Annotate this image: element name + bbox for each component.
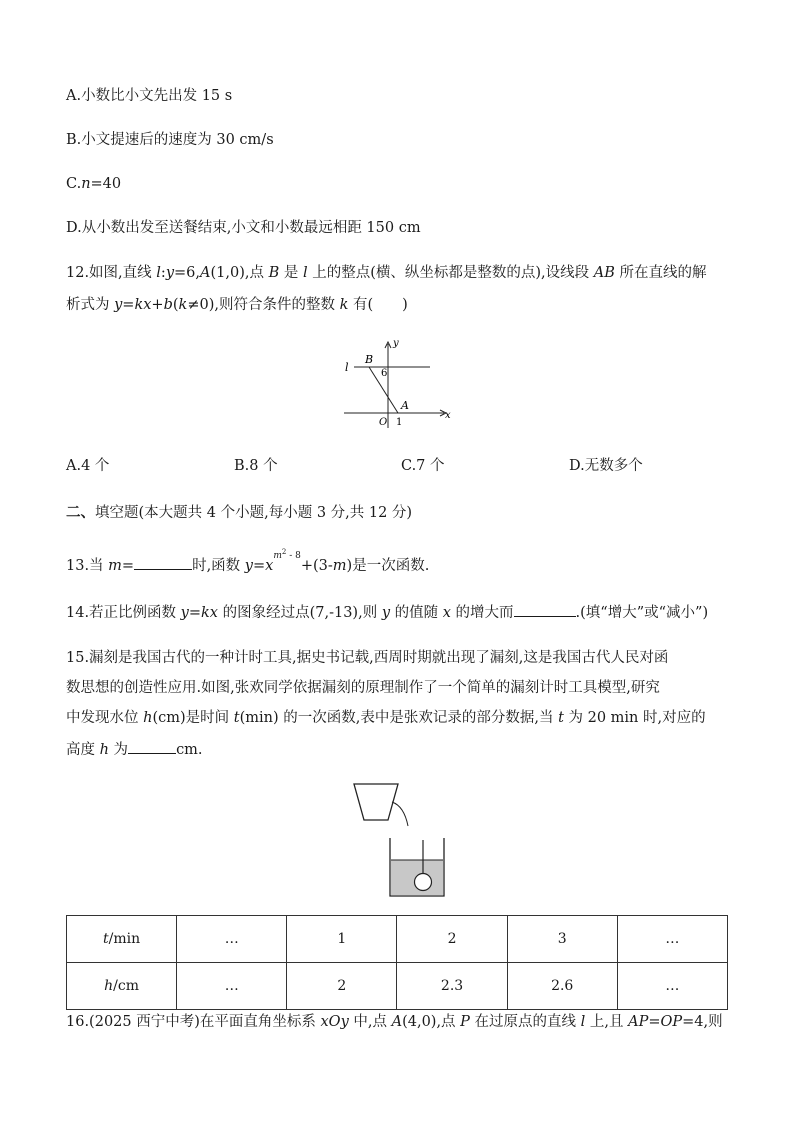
table-cell: … (177, 916, 287, 963)
q12-option-a: A.4 个 (66, 458, 110, 474)
q15-stem-line3: 中发现水位 h(cm)是时间 t(min) 的一次函数,表中是张欢记录的部分数据,当 t 为 20 min 时,对应的 (66, 710, 706, 726)
q11-option-d: D.从小数出发至送餐结束,小文和小数最远相距 150 cm (66, 220, 421, 236)
table-row (67, 963, 728, 1010)
q15-stem-line4: 高度 h 为 cm. (66, 739, 203, 760)
q14-stem: 14.若正比例函数 y=kx 的图象经过点(7,-13),则 y 的值随 x 的增大而 .(填“增大”或“减小”) (66, 602, 708, 623)
q12-figure (338, 336, 456, 430)
upper-vessel (354, 784, 398, 820)
table-cell: 2.6 (507, 963, 617, 1010)
table-cell: … (617, 916, 727, 963)
q15-answer-blank[interactable] (128, 739, 176, 754)
q15-data-table (66, 915, 728, 1010)
q16-stem: 16.(2025 西宁中考)在平面直角坐标系 xOy 中,点 A(4,0),点 P 在过原点的直线 l 上,且 AP=OP=4,则 (66, 1014, 723, 1030)
table-cell: 2 (397, 916, 507, 963)
table-cell: … (617, 963, 727, 1010)
q12-option-b: B.8 个 (234, 458, 278, 474)
q13-answer-blank[interactable] (134, 555, 192, 570)
q11-option-a: A.小数比小文先出发 15 s (66, 88, 233, 104)
float-ball (415, 874, 432, 891)
section-2-heading: 二、填空题(本大题共 4 个小题,每小题 3 分,共 12 分) (66, 504, 413, 521)
q14-answer-blank[interactable] (514, 602, 576, 617)
q12-stem-line1: 12.如图,直线 l:y=6,A(1,0),点 B 是 l 上的整点(横、纵坐标都是整数的点),设线段 AB 所在直线的解 (66, 265, 707, 281)
water-clock-figure (346, 780, 450, 900)
label-6: 6 (381, 368, 388, 379)
table-header-h: h/cm (67, 963, 177, 1010)
label-a: A (401, 399, 409, 412)
table-cell: 3 (507, 916, 617, 963)
q15-stem-line1: 15.漏刻是我国古代的一种计时工具,据史书记载,西周时期就出现了漏刻,这是我国古代人民对函 (66, 650, 669, 666)
q12-option-d: D.无数多个 (569, 458, 643, 474)
table-header-t: t/min (67, 916, 177, 963)
table-cell: 1 (287, 916, 397, 963)
q15-stem-line2: 数思想的创造性应用.如图,张欢同学依据漏刻的原理制作了一个简单的漏刻计时工具模型,研究 (66, 680, 660, 696)
table-cell: 2 (287, 963, 397, 1010)
label-b: B (365, 353, 374, 366)
table-cell: 2.3 (397, 963, 507, 1010)
q12-stem-line2: 析式为 y=kx+b(k≠0),则符合条件的整数 k 有( ) (66, 297, 408, 313)
q12-option-c: C.7 个 (401, 458, 445, 474)
label-x: x (445, 410, 451, 421)
table-cell: … (177, 963, 287, 1010)
label-o: O (379, 417, 388, 428)
q13-stem: 13.当 m= 时,函数 $y=x^{m^2 - 8}+(3-m)$是一次函数. (66, 548, 430, 574)
label-y: y (393, 338, 399, 349)
label-1: 1 (396, 417, 403, 428)
label-l: l (345, 361, 349, 374)
q11-option-c: C.n=40 (66, 176, 122, 192)
water-flow (392, 802, 408, 826)
table-row (67, 916, 728, 963)
q11-option-b: B.小文提速后的速度为 30 cm/s (66, 132, 274, 148)
